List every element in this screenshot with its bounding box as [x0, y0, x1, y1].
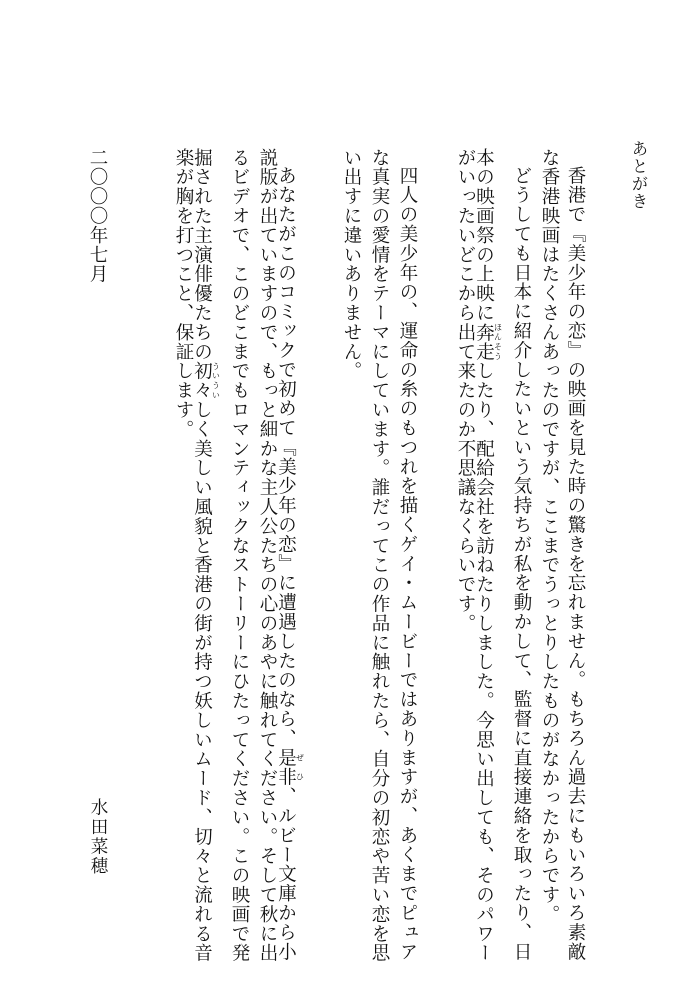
- text-column: [230, 148, 249, 963]
- text-segment: したり、配給会社を訪ねたりしました。今思い出しても、そのパワー: [473, 361, 495, 963]
- ruby-reading: ぜひ: [295, 748, 305, 787]
- text-segment: 楽が胸を打つこと、保証します。: [173, 148, 194, 439]
- author-signature: 水田菜穂: [88, 798, 108, 876]
- ruby-base: 奔走: [473, 322, 495, 362]
- ruby-reading: ういうい: [211, 361, 221, 401]
- ruby-annotation: [275, 748, 305, 787]
- date-line: 二〇〇〇年七月: [87, 148, 108, 284]
- ruby-base: 是非: [275, 748, 297, 787]
- text-column: [566, 166, 585, 961]
- text-column: [398, 166, 417, 961]
- text-segment: 掘された主演俳優たちの: [191, 148, 213, 362]
- text-segment: るビデオで、このどこまでもロマンティックなストーリーにひたってください。この映画で発: [229, 148, 250, 963]
- text-column: [474, 148, 502, 963]
- text-column: [370, 148, 389, 963]
- afterword-title: あとがき: [629, 140, 648, 210]
- text-column: [512, 166, 531, 961]
- text-segment: あなたがこのコミックで初めて『美少年の恋』に遭遇したのなら、: [275, 166, 297, 748]
- text-segment: しく美しい風貌と香港の街が持つ妖しいムード、切々と流れる音: [191, 400, 213, 963]
- text-column: [540, 148, 559, 924]
- ruby-reading: ほんそう: [493, 322, 503, 362]
- text-column: [174, 148, 193, 439]
- text-segment: 香港で『美少年の恋』の映画を見た時の驚きを忘れません。もちろん過去にもいろいろ素敵: [565, 166, 586, 962]
- text-column: [276, 166, 304, 961]
- ruby-annotation: [191, 361, 221, 401]
- text-segment: 、ルビー文庫から小: [275, 786, 297, 962]
- text-segment: どうしても日本に紹介したいという気持ちが私を動かして、監督に直接連絡を取ったり、日: [511, 166, 532, 962]
- text-segment: な香港映画はたくさんあったのですが、ここまでうっとりしたものがなかったからです。: [539, 148, 560, 924]
- ruby-base: 初々: [191, 361, 213, 401]
- text-column: [258, 148, 277, 963]
- text-segment: 本の映画祭の上映に: [473, 148, 495, 323]
- text-segment: 説版が出ていますので、もっと細かな主人公たちの心のあやに触れてください。そして秋に出: [257, 148, 278, 963]
- text-column: [192, 148, 220, 963]
- text-column: [456, 148, 475, 633]
- text-segment: い出すに違いありません。: [341, 148, 362, 381]
- text-column: [342, 148, 361, 381]
- text-segment: な真実の愛情をテーマにしています。誰だってこの作品に触れたら、自分の初恋や苦い恋を思: [369, 148, 390, 963]
- ruby-annotation: [473, 322, 503, 362]
- text-segment: 四人の美少年の、運命の糸のもつれを描くゲイ・ムービーではありますが、あくまでピュア: [397, 166, 418, 962]
- text-segment: がいったいどこから出て来たのか不思議なくらいです。: [455, 148, 476, 633]
